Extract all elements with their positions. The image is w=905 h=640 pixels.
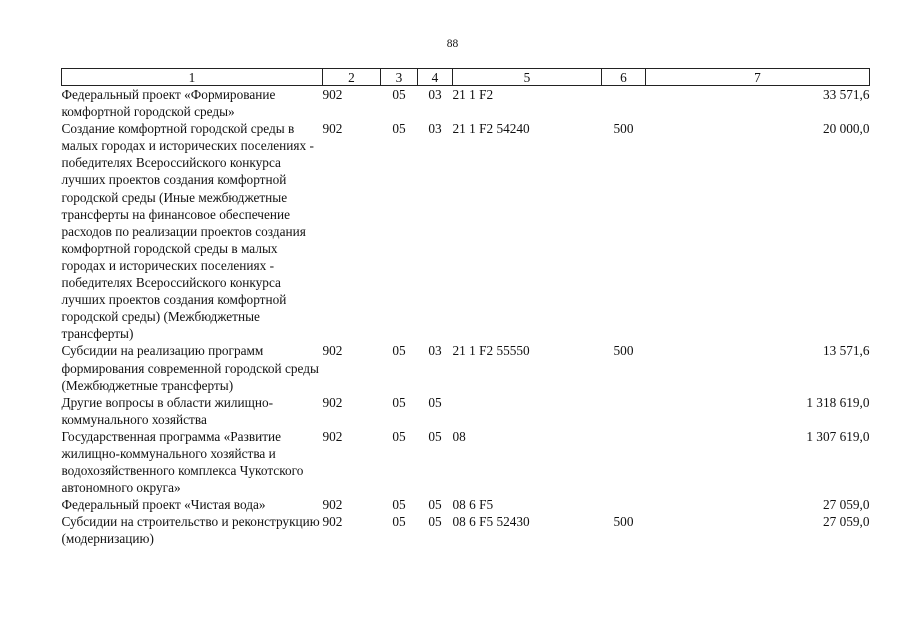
row-amount: 13 571,6 [822,343,870,359]
budget-table [61,68,870,548]
row-target-item-code: 21 1 F2 [452,87,494,102]
page-number: 88 [446,38,459,50]
row-target-item-code: 21 1 F2 55550 [452,343,530,359]
column-header-2: 2 [323,69,381,86]
row-amount: 27 059,0 [822,514,870,530]
row-target-item-code: 08 6 F5 [452,497,494,513]
row-expense-type-code [602,496,646,513]
row-subsection-code: 05 [428,497,442,513]
row-name: Создание комфортной городской среды в малых городах и исторических поселениях - победителях Всероссийского конкурса лучших проектов создания комфортной городской среды (Иные межбюджетные трансферты на финансовое обеспечение расходов по реализации проектов создания комфортной городской среды в малых городах и исторических поселениях - победителях Всероссийского конкурса лучших проектов создания комфортной городской среды) (Межбюджетные трансферты) [61,121,314,342]
table-row [62,86,870,121]
row-subsection-code: 05 [428,428,442,444]
row-name: Субсидии на реализацию программ формирования современной городской среды (Межбюджетные трансферты) [61,343,319,393]
row-name: Федеральный проект «Формирование комфортной городской среды» [61,87,276,120]
row-section-code: 05 [392,87,406,102]
row-subsection-code: 05 [428,514,442,530]
row-subsection-code: 03 [428,343,442,359]
row-expense-type-code: 500 [613,121,634,137]
row-department-code: 902 [322,514,343,530]
row-department-code: 902 [322,87,343,102]
table-row [62,513,870,547]
table-row [62,394,870,428]
column-header-6: 6 [602,69,646,86]
row-amount: 20 000,0 [822,121,870,137]
row-target-item-code: 08 6 F5 52430 [452,514,530,530]
row-amount: 1 318 619,0 [806,394,870,410]
row-section-code: 05 [392,428,406,444]
column-header-5: 5 [453,69,602,86]
row-department-code: 902 [322,428,343,444]
row-section-code: 05 [392,394,406,410]
row-section-code: 05 [392,121,406,137]
column-header-7: 7 [646,69,870,86]
column-header-4: 4 [418,69,453,86]
row-expense-type-code: 500 [613,514,634,530]
row-expense-type-code: 500 [613,343,634,359]
row-section-code: 05 [392,514,406,530]
row-target-item-code: 21 1 F2 54240 [452,121,530,137]
table-row [62,496,870,513]
row-department-code: 902 [322,121,343,137]
row-section-code: 05 [392,497,406,513]
row-department-code: 902 [322,394,343,410]
table-row [62,428,870,496]
row-name: Субсидии на строительство и реконструкцию (модернизацию) [61,514,320,547]
row-section-code: 05 [392,343,406,359]
row-expense-type-code [602,394,646,428]
row-name: Федеральный проект «Чистая вода» [61,497,266,513]
row-expense-type-code [602,428,646,496]
row-department-code: 902 [322,497,343,513]
table-row [62,120,870,342]
row-department-code: 902 [322,343,343,359]
row-amount: 27 059,0 [822,497,870,513]
column-header-1: 1 [62,69,323,86]
table-row [62,342,870,393]
row-amount: 33 571,6 [822,87,870,102]
row-subsection-code: 05 [428,394,442,410]
row-target-item-code [453,394,602,428]
row-subsection-code: 03 [428,121,442,137]
column-number-header-row [62,69,870,86]
row-subsection-code: 03 [428,87,442,102]
row-target-item-code: 08 [452,428,466,444]
row-name: Другие вопросы в области жилищно-коммунального хозяйства [61,394,274,427]
row-name: Государственная программа «Развитие жилищно-коммунального хозяйства и водохозяйственного комплекса Чукотского автономного округа» [61,428,304,496]
row-expense-type-code [602,86,646,121]
column-header-3: 3 [381,69,418,86]
row-amount: 1 307 619,0 [806,428,870,444]
